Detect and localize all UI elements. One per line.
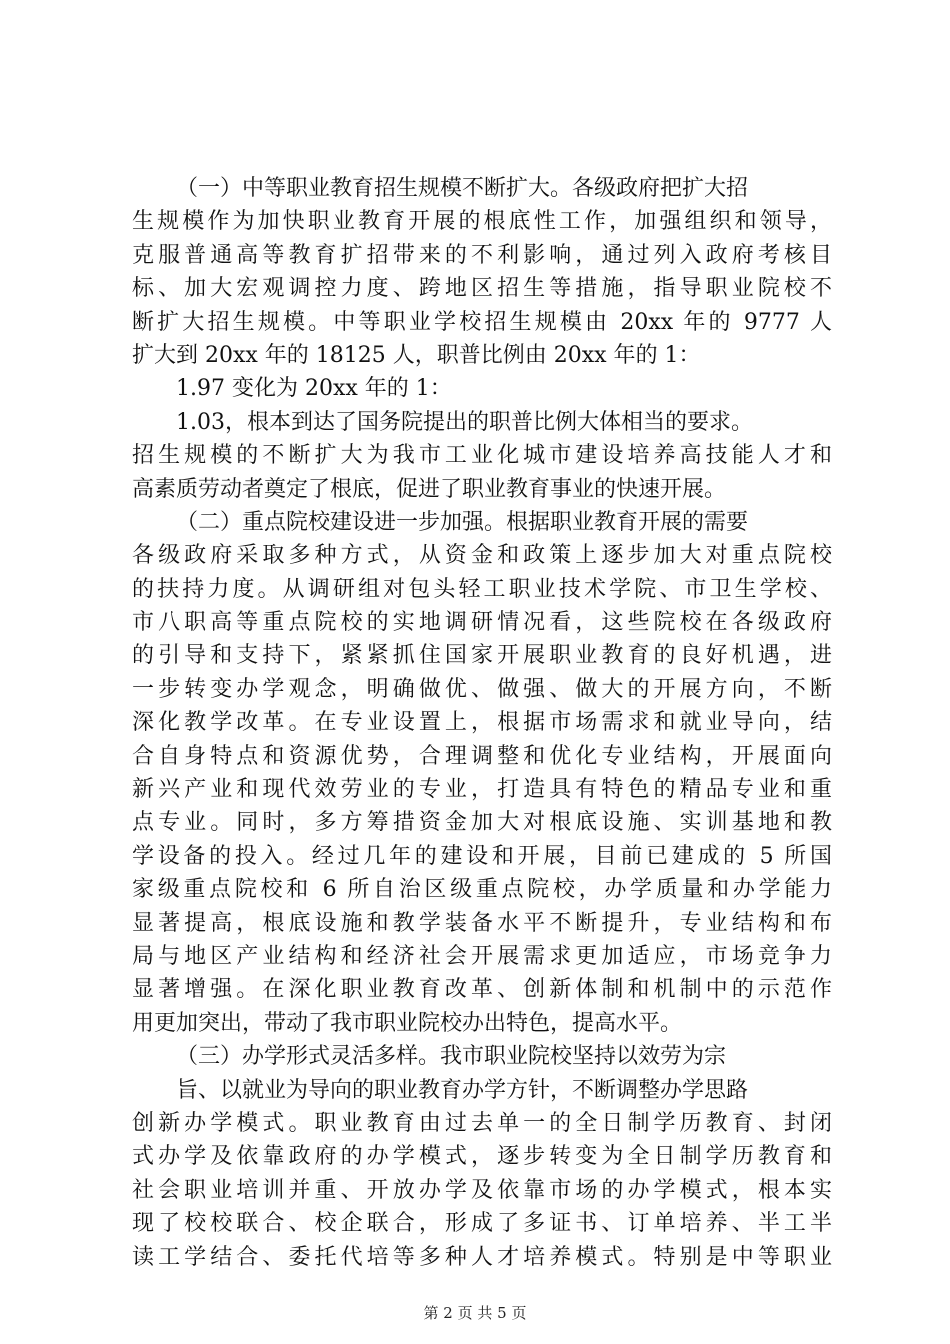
paragraph-line: 克服普通高等教育扩招带来的不利影响，通过列入政府考核目 bbox=[132, 242, 832, 268]
paragraph-line: 高素质劳动者奠定了根底，促进了职业教育事业的快速开展。 bbox=[132, 476, 727, 502]
paragraph-line: 扩大到 20xx 年的 18125 人，职普比例由 20xx 年的 1： bbox=[132, 342, 701, 368]
paragraph-line: 创新办学模式。职业教育由过去单一的全日制学历教育、封闭 bbox=[132, 1110, 832, 1136]
paragraph-line: 式办学及依靠政府的办学模式，逐步转变为全日制学历教育和 bbox=[132, 1144, 832, 1170]
paragraph-line: 显著提高，根底设施和教学装备水平不断提升，专业结构和布 bbox=[132, 910, 832, 936]
paragraph-line: 1.03，根本到达了国务院提出的职普比例大体相当的要求。 bbox=[176, 409, 753, 435]
paragraph-line: 合自身特点和资源优势，合理调整和优化专业结构，开展面向 bbox=[132, 743, 832, 769]
paragraph-line: 家级重点院校和 6 所自治区级重点院校，办学质量和办学能力 bbox=[132, 877, 832, 903]
paragraph-line: 标、加大宏观调控力度、跨地区招生等措施，指导职业院校不 bbox=[132, 276, 832, 302]
paragraph-line: 学设备的投入。经过几年的建设和开展，目前已建成的 5 所国 bbox=[132, 843, 832, 869]
paragraph-line: （二）重点院校建设进一步加强。根据职业教育开展的需要 bbox=[176, 509, 749, 535]
paragraph-line: 旨、以就业为导向的职业教育办学方针，不断调整办学思路 bbox=[176, 1077, 749, 1103]
paragraph-line: 的扶持力度。从调研组对包头轻工职业技术学院、市卫生学校、 bbox=[132, 576, 832, 602]
page-footer: 第 2 页 共 5 页 bbox=[423, 1304, 527, 1322]
paragraph-line: 招生规模的不断扩大为我市工业化城市建设培养高技能人才和 bbox=[132, 443, 832, 469]
document-body bbox=[132, 172, 832, 1274]
paragraph-line: 1.97 变化为 20xx 年的 1： bbox=[176, 376, 452, 402]
paragraph-line: 断扩大招生规模。中等职业学校招生规模由 20xx 年的 9777 人 bbox=[132, 309, 832, 335]
paragraph-line: 新兴产业和现代效劳业的专业，打造具有特色的精品专业和重 bbox=[132, 777, 832, 803]
paragraph-line: 生规模作为加快职业教育开展的根底性工作，加强组织和领导， bbox=[132, 209, 832, 235]
paragraph-line: 的引导和支持下，紧紧抓住国家开展职业教育的良好机遇，进 bbox=[132, 643, 832, 669]
paragraph-line: 局与地区产业结构和经济社会开展需求更加适应，市场竞争力 bbox=[132, 943, 832, 969]
paragraph-line: （一）中等职业教育招生规模不断扩大。各级政府把扩大招 bbox=[176, 176, 749, 201]
paragraph-line: 市八职高等重点院校的实地调研情况看，这些院校在各级政府 bbox=[132, 610, 832, 636]
paragraph-line: （三）办学形式灵活多样。我市职业院校坚持以效劳为宗 bbox=[176, 1044, 727, 1070]
paragraph-line: 一步转变办学观念，明确做优、做强、做大的开展方向，不断 bbox=[132, 676, 832, 702]
paragraph-line: 现了校校联合、校企联合，形成了多证书、订单培养、半工半 bbox=[132, 1211, 832, 1237]
paragraph-line: 社会职业培训并重、开放办学及依靠市场的办学模式，根本实 bbox=[132, 1177, 832, 1203]
paragraph-line: 点专业。同时，多方筹措资金加大对根底设施、实训基地和教 bbox=[132, 810, 832, 836]
paragraph-line: 用更加突出，带动了我市职业院校办出特色，提高水平。 bbox=[132, 1010, 683, 1036]
paragraph-line: 显著增强。在深化职业教育改革、创新体制和机制中的示范作 bbox=[132, 977, 832, 1003]
paragraph-line: 深化教学改革。在专业设置上，根据市场需求和就业导向，结 bbox=[132, 710, 832, 736]
paragraph-line: 各级政府采取多种方式，从资金和政策上逐步加大对重点院校 bbox=[132, 543, 832, 569]
paragraph-line: 读工学结合、委托代培等多种人才培养模式。特别是中等职业 bbox=[132, 1244, 832, 1270]
